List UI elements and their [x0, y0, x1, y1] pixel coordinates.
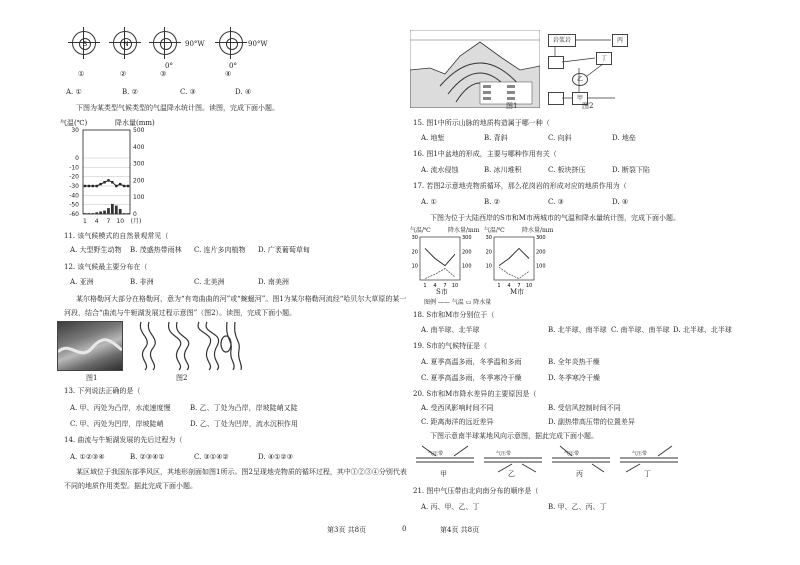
lon-label: 0°	[165, 62, 173, 70]
page-number: 第4页 共8页	[440, 526, 480, 534]
precip-line	[499, 267, 529, 278]
option: C. 甲、丙处为凹岸，岸坡陡峭	[70, 420, 164, 428]
option: B. 甲、乙、丙、丁	[548, 503, 607, 511]
question-15: 15. 图1中所示山脉的地质构造属于哪一种（	[413, 119, 550, 127]
temperature-line	[425, 248, 455, 265]
option: A. 甲、丙处为凸岸，水流速度慢	[70, 404, 171, 412]
pressure-tag: 甲	[440, 470, 447, 478]
pressure-tag: 乙	[508, 470, 515, 478]
option: C. 距离海洋的远近差异	[421, 418, 494, 426]
option: A. ①	[66, 88, 82, 96]
question-11: 11. 该气候模式的自然景观常见（	[64, 232, 169, 240]
option: D. ④	[612, 198, 629, 206]
option: D. 北半球、北半球	[673, 326, 732, 334]
plot-frame	[83, 130, 130, 214]
question-12: 12. 该气候最主要分布在（	[64, 263, 148, 271]
option: C. 南半球、南半球	[611, 326, 670, 334]
chart-axis-title: 降水量/mm	[522, 227, 554, 234]
option: B. ②	[122, 88, 138, 96]
passage: 不同的地质作用类型。据此完成下面小题。	[64, 482, 197, 490]
precip-bar	[119, 209, 122, 214]
y-tick-label: 30	[71, 127, 79, 134]
lon-label: 90°W	[185, 40, 205, 48]
y-tick-label: -10	[69, 164, 79, 172]
y2-tick-label: 100	[462, 263, 472, 270]
question-14: 14. 曲流与牛轭湖发展的先后过程为（	[64, 436, 183, 444]
passage: 下图为位于大陆西岸的S市和M市两城市的气温和降水量统计图，完成下面小题。	[430, 214, 680, 222]
option: A. ①	[421, 198, 437, 206]
option: A. 亚洲	[70, 278, 94, 286]
rc-node-ding: 丁	[596, 52, 612, 65]
precip-bar	[84, 213, 87, 214]
option: C. ③	[548, 198, 564, 206]
option: D. 冬季寒冷干燥	[548, 374, 600, 382]
x-tick-label: (月)	[130, 218, 142, 225]
y2-tick-label: 0	[133, 211, 137, 218]
option: C. 夏季高温多雨，冬季寒冷干燥	[421, 374, 522, 382]
pressure-label: 气压带	[496, 451, 512, 457]
option: D. 南美洲	[258, 278, 289, 286]
globe-circle-4	[219, 31, 243, 55]
y2-tick-label: 200	[133, 177, 145, 185]
rc-node: 丙	[612, 34, 628, 47]
x-tick-label: 1	[423, 283, 427, 288]
x-tick-label: 7	[443, 283, 447, 288]
y-tick-label: -20	[69, 173, 79, 181]
y2-tick-label: 100	[536, 263, 546, 270]
option: C. 连片多肉植物	[194, 246, 246, 254]
y2-tick-label: 300	[536, 235, 546, 241]
lon-label: 0°	[229, 62, 237, 70]
y-tick-label: -60	[69, 211, 79, 218]
circle-label: ①	[78, 70, 85, 78]
meander-diagram	[133, 320, 243, 372]
river-photo	[57, 321, 123, 371]
option: A. ①②③④	[70, 453, 105, 461]
option: A. 南半球、北半球	[421, 326, 480, 334]
option: B. ②③④①	[130, 453, 165, 461]
circle-label: ③	[160, 70, 167, 78]
page-number: 第3页 共8页	[327, 526, 367, 534]
option: D. 副热带高压带的位置差异	[548, 418, 635, 426]
pressure-tag: 丁	[644, 470, 651, 478]
question-17: 17. 若图2示意地壳物质循环，那么花岗岩的形成对应的地质作用为（	[413, 182, 627, 190]
circle-label: ④	[225, 70, 232, 78]
question-20-line: 20. S市和M市降水差异的主要原因是（	[413, 390, 537, 398]
pressure-tag: 丙	[576, 470, 583, 478]
option: D. ④	[235, 88, 252, 96]
globe-letter-n: N	[120, 38, 132, 50]
option: A. 受西风影响时间不同	[421, 404, 494, 412]
y2-tick-label: 200	[536, 249, 546, 256]
x-tick-label: 4	[433, 283, 437, 288]
precip-line	[425, 269, 455, 279]
option: C. 板块挤压	[548, 166, 586, 174]
globe-circle-3	[153, 31, 177, 55]
city-chart-s	[408, 234, 474, 288]
rc-arrows	[545, 32, 630, 107]
option: B. 背斜	[484, 134, 508, 142]
option: D. 乙、丁处为凹岸，流水沉积作用	[190, 420, 298, 428]
question-16: 16. 图1中盆地的形成，主要与哪种作用有关（	[413, 150, 557, 158]
y-tick-label: -30	[69, 183, 79, 190]
chart-title-m: M市	[510, 288, 525, 296]
chart-title-s: S市	[436, 288, 448, 296]
plot-frame	[494, 237, 534, 280]
precip-bar	[95, 212, 98, 214]
chart-axis-title: 降水量/mm	[448, 227, 480, 234]
figure-label: 图1	[506, 102, 518, 110]
rc-node-yi: 乙	[572, 73, 588, 86]
y-tick-label: 30	[485, 235, 492, 241]
y-tick-label: 0	[75, 155, 79, 162]
chart-axis-title: 气温(℃)	[60, 119, 88, 127]
chart-axis-title: 降水量(mm)	[115, 119, 155, 127]
option: C. ③	[180, 88, 196, 96]
precip-bar	[127, 213, 130, 214]
option: D. 广袤葡萄草甸	[258, 246, 310, 254]
option: B. 非洲	[130, 278, 154, 286]
precip-bar	[103, 211, 106, 214]
circle-label: ②	[120, 70, 127, 78]
passage: 河段，结合“曲流与牛轭湖发展过程示意图”（图2）。读图，完成下面小题。	[64, 309, 297, 317]
y2-tick-label: 300	[462, 235, 472, 241]
y-tick-label: 10	[485, 263, 492, 270]
y2-tick-label: 200	[462, 249, 472, 256]
x-tick-label: 7	[106, 218, 111, 225]
option: A. 大型野生动物	[70, 246, 122, 254]
geology-profile	[410, 30, 540, 108]
precip-bar	[123, 213, 126, 214]
x-tick-label: 1	[497, 283, 501, 288]
globe-letter-s: S	[79, 38, 91, 50]
question-19: 19. S市的气候特征是（	[413, 342, 488, 350]
chart-axis-title: 气温/℃	[484, 227, 505, 234]
question-21: 21. 图中气压带由北向南分布的顺序是（	[413, 487, 539, 495]
y-tick-label: 20	[411, 249, 418, 256]
y2-tick-label: 400	[133, 143, 145, 151]
x-tick-label: 10	[525, 283, 533, 288]
city-chart-m	[482, 234, 548, 288]
y-tick-label: 10	[411, 263, 418, 270]
pressure-label: 气压带	[564, 451, 580, 457]
option: B. 受信风控制时间不同	[548, 404, 621, 412]
x-tick-label: 4	[94, 218, 99, 225]
option: B. 乙、丁处为凸岸，岸坡陡峭又陡	[190, 404, 298, 412]
temperature-line	[85, 180, 128, 186]
pressure-belt-diagram	[412, 442, 682, 478]
precip-bar	[99, 211, 102, 214]
pressure-label: 气压带	[428, 451, 444, 457]
y-tick-label: 30	[411, 235, 418, 241]
globe-circle-2	[113, 31, 137, 55]
passage: 某区域位于我国东部季风区，其地形剖面如图1所示。图2呈现地壳物质的循环过程，其中①②③④分别代表	[76, 468, 407, 476]
option: A. 地堑	[421, 134, 445, 142]
option: A. 丙、甲、乙、丁	[421, 503, 480, 511]
option: B. ②	[484, 198, 500, 206]
temperature-line	[499, 248, 529, 265]
option: C. 北美洲	[194, 278, 225, 286]
pressure-label: 气压带	[632, 451, 648, 457]
y2-tick-label: 100	[133, 194, 145, 202]
rc-node-jia: 甲	[572, 92, 588, 105]
precip-bar	[91, 213, 94, 214]
option: C. ③①④②	[194, 453, 229, 461]
climate-chart	[55, 127, 165, 227]
option: B. 全年炎热干燥	[548, 358, 600, 366]
plot-frame	[420, 237, 460, 280]
page-separator: 0	[402, 525, 407, 533]
figure-label: 图1	[86, 374, 98, 382]
figure-label: 图2	[582, 102, 594, 110]
chart-axis-title: 气温/℃	[410, 227, 431, 234]
y-tick-label: 20	[485, 249, 492, 256]
option: B. 茂盛热带雨林	[130, 246, 182, 254]
option: A. 流水侵蚀	[421, 166, 459, 174]
precip-bar	[111, 204, 114, 214]
y-tick-label: -40	[69, 192, 79, 200]
precip-bar	[115, 206, 118, 214]
option: D. 地垒	[612, 134, 636, 142]
y2-tick-label: 300	[133, 160, 145, 168]
y2-tick-label: 500	[133, 127, 145, 134]
passage: 下图示意南半球某地风向示意图，据此完成下面小题。	[430, 432, 598, 440]
question-18: 18. S市和M市分别位于（	[413, 311, 495, 319]
y-tick-label: -50	[69, 201, 79, 209]
option: A. 夏季高温多雨，冬季温和多雨	[421, 358, 522, 366]
precip-bar	[107, 208, 110, 214]
option: B. 冰川堆积	[484, 166, 522, 174]
option: D. 断裂下陷	[612, 166, 650, 174]
figure-label: 图2	[176, 374, 188, 382]
option: D. ④①②③	[258, 453, 293, 461]
x-tick-label: 10	[116, 218, 125, 225]
precip-bar	[88, 213, 91, 214]
x-tick-label: 7	[517, 283, 521, 288]
x-tick-label: 10	[451, 283, 459, 288]
passage: 下图为某类型气候类型的气温降水统计图。读图，完成下面小题。	[76, 104, 279, 112]
passage: 某尔格勒河大部分在格勒河，意为“有弯曲曲的河”或“蜿蜒河”。图1为某尔格勒河流经“哈贝尔大草原的某一	[76, 295, 407, 303]
option: B. 北半球、南半球	[548, 326, 607, 334]
question-13: 13. 下列说法正确的是（	[64, 387, 141, 395]
x-tick-label: 4	[507, 283, 511, 288]
lon-label: 90°W	[248, 40, 268, 48]
x-tick-label: 1	[83, 218, 87, 225]
option: C. 向斜	[548, 134, 572, 142]
chart-legend: 图例 —— 气温 ▭ 降水量	[424, 299, 492, 306]
globe-circle-1	[72, 31, 96, 55]
rc-node-magmatic: 岩浆岩	[548, 34, 576, 47]
